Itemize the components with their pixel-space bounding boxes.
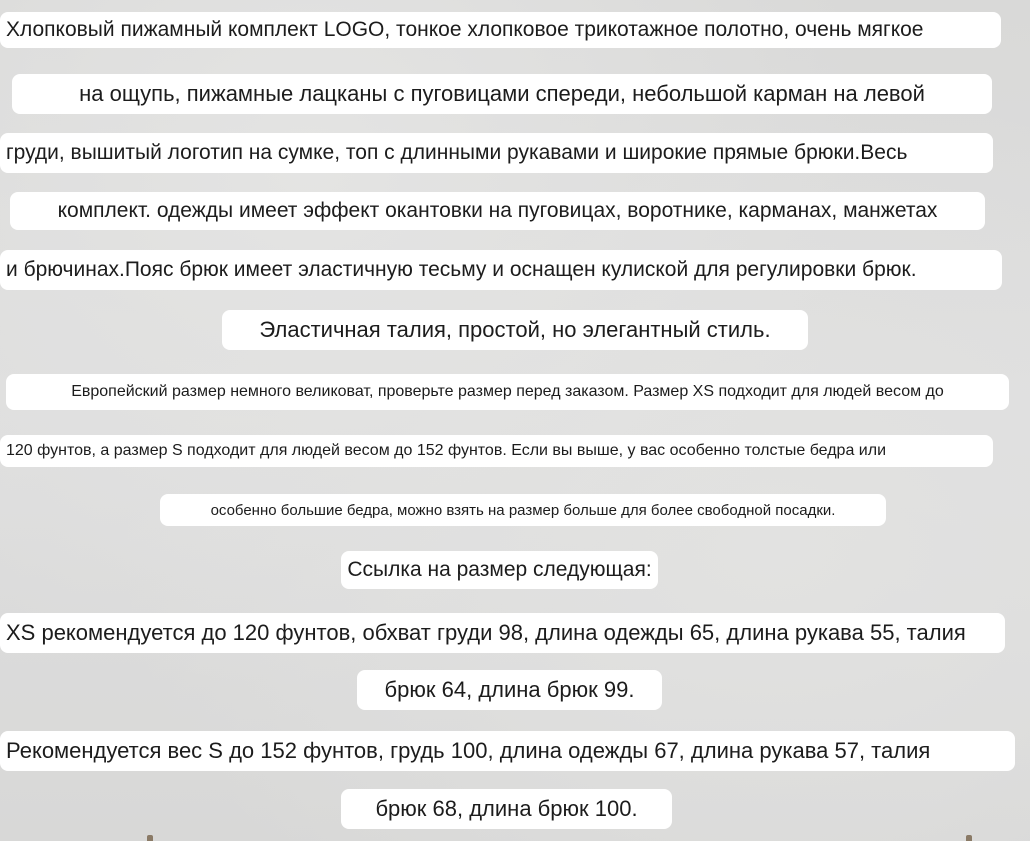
size-row-xs-line-2 [357, 670, 662, 710]
background-object-edge [966, 835, 972, 841]
size-row-xs-line-1 [0, 613, 1005, 653]
size-note-line-1 [6, 374, 1009, 410]
description-text: и брючинах.Пояс брюк имеет эластичную тесьму и оснащен кулиской для регулировки брюк. [6, 258, 917, 281]
description-line-6 [222, 310, 808, 350]
description-text: груди, вышитый логотип на сумке, топ с длинными рукавами и широкие прямые брюки.Весь [6, 141, 908, 164]
description-line-4 [10, 192, 985, 230]
description-text: Эластичная талия, простой, но элегантный стиль. [259, 317, 771, 342]
description-text: комплект. одежды имеет эффект окантовки на пуговицах, воротнике, карманах, манжетах [57, 199, 938, 222]
size-note-text: особенно большие бедра, можно взять на размер больше для более свободной посадки. [210, 501, 836, 519]
size-row-s-line-2 [341, 789, 672, 829]
background-object-edge [147, 835, 153, 841]
size-row-s-line-1 [0, 731, 1015, 771]
description-line-3 [0, 133, 993, 173]
description-text: Хлопковый пижамный комплект LOGO, тонкое хлопковое трикотажное полотно, очень мягкое [6, 18, 924, 41]
size-heading-text: Ссылка на размер следующая: [347, 558, 652, 581]
description-line-1 [0, 12, 1001, 48]
size-row-text: брюк 68, длина брюк 100. [375, 796, 638, 821]
size-row-text: брюк 64, длина брюк 99. [384, 677, 635, 702]
description-line-5 [0, 250, 1002, 290]
size-note-line-2 [0, 435, 993, 467]
size-note-text: 120 фунтов, а размер S подходит для людей весом до 152 фунтов. Если вы выше, у вас особенно толстые бедра или [6, 442, 887, 459]
size-reference-heading [341, 551, 658, 589]
description-line-2 [12, 74, 992, 114]
description-text: на ощупь, пижамные лацканы с пуговицами спереди, небольшой карман на левой [79, 81, 925, 106]
size-note-text: Европейский размер немного великоват, проверьте размер перед заказом. Размер XS подходит для людей весом до [71, 383, 944, 400]
size-row-text: XS рекомендуется до 120 фунтов, обхват груди 98, длина одежды 65, длина рукава 55, талия [6, 620, 966, 645]
size-row-text: Рекомендуется вес S до 152 фунтов, грудь 100, длина одежды 67, длина рукава 57, талия [6, 738, 931, 763]
size-note-line-3 [160, 494, 886, 526]
